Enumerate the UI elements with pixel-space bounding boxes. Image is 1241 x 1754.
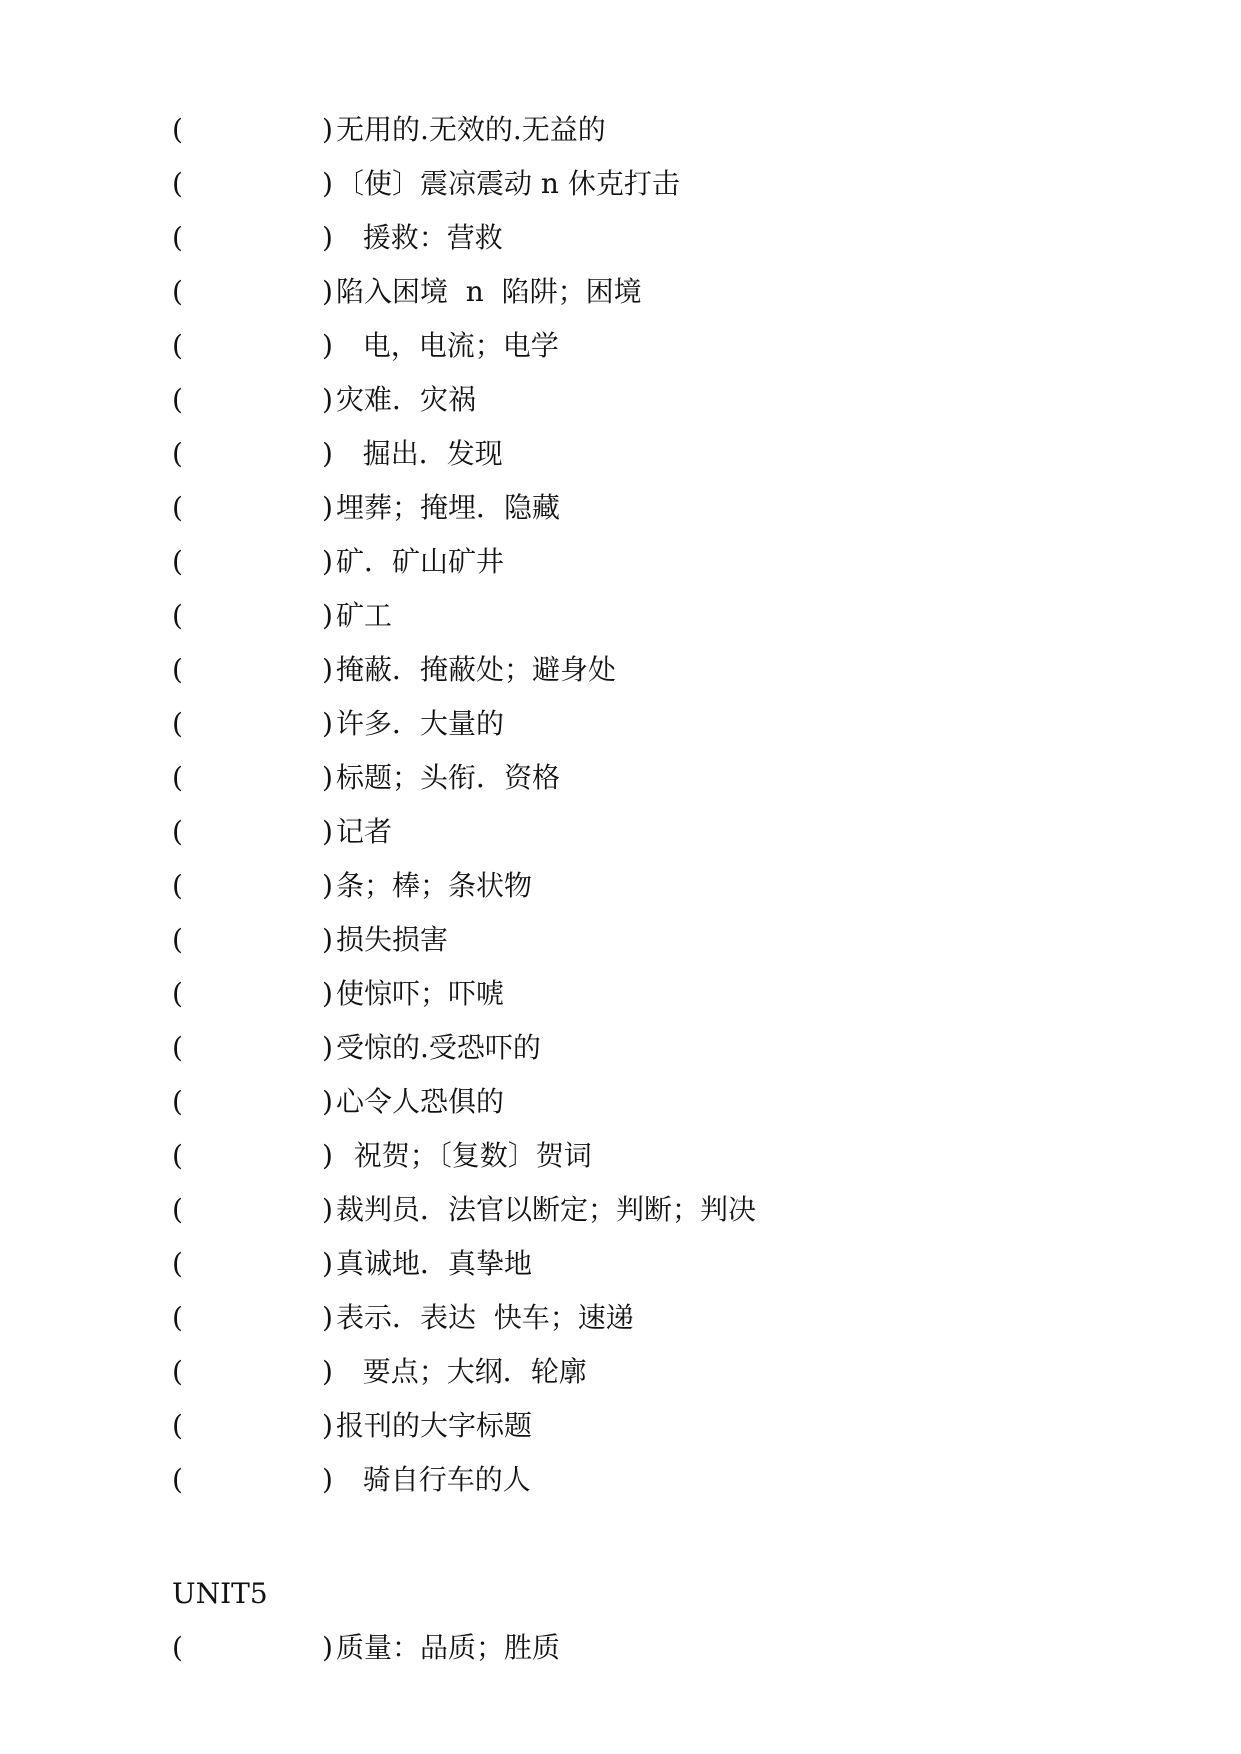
open-paren: ( [172, 1409, 183, 1442]
vocabulary-row [172, 1080, 1072, 1134]
vocabulary-row [172, 702, 1072, 756]
close-paren: ) [322, 221, 333, 254]
open-paren: ( [172, 545, 183, 578]
vocabulary-row [172, 378, 1072, 432]
close-paren: ) [322, 977, 333, 1010]
open-paren: ( [172, 221, 183, 254]
open-paren: ( [172, 167, 183, 200]
chinese-definition: 许多．大量的 [336, 707, 505, 740]
close-paren: ) [322, 761, 333, 794]
close-paren: ) [322, 1631, 333, 1664]
vocabulary-row [172, 864, 1072, 918]
open-paren: ( [172, 329, 183, 362]
close-paren: ) [322, 275, 333, 308]
close-paren: ) [322, 113, 333, 146]
chinese-definition: 陷入困境 n 陷阱；困境 [336, 275, 642, 308]
vocabulary-row [172, 1458, 1072, 1512]
chinese-definition: 心令人恐俱的 [336, 1085, 505, 1118]
open-paren: ( [172, 815, 183, 848]
vocabulary-row [172, 810, 1072, 864]
close-paren: ) [322, 653, 333, 686]
chinese-definition: 骑自行车的人 [336, 1463, 531, 1496]
chinese-definition: 损失损害 [336, 923, 449, 956]
vocabulary-row [172, 162, 1072, 216]
open-paren: ( [172, 383, 183, 416]
vocabulary-row [172, 1134, 1072, 1188]
open-paren: ( [172, 1631, 183, 1664]
open-paren: ( [172, 113, 183, 146]
open-paren: ( [172, 599, 183, 632]
open-paren: ( [172, 491, 183, 524]
chinese-definition: 受惊的.受恐吓的 [336, 1031, 541, 1064]
vocabulary-row [172, 1404, 1072, 1458]
chinese-definition: 条；棒；条状物 [336, 869, 533, 902]
vocabulary-row [172, 1188, 1072, 1242]
close-paren: ) [322, 815, 333, 848]
vocabulary-row [172, 1626, 1072, 1680]
vocabulary-row [172, 486, 1072, 540]
open-paren: ( [172, 977, 183, 1010]
close-paren: ) [322, 599, 333, 632]
chinese-definition: 掘出．发现 [336, 437, 503, 470]
vocabulary-row [172, 756, 1072, 810]
open-paren: ( [172, 1193, 183, 1226]
chinese-definition: 报刊的大字标题 [336, 1409, 533, 1442]
close-paren: ) [322, 329, 333, 362]
open-paren: ( [172, 1355, 183, 1388]
close-paren: ) [322, 1247, 333, 1280]
close-paren: ) [322, 707, 333, 740]
unit-heading: UNIT5 [172, 1577, 268, 1610]
close-paren: ) [322, 1301, 333, 1334]
vocabulary-row [172, 108, 1072, 162]
vocabulary-row [172, 540, 1072, 594]
close-paren: ) [322, 1085, 333, 1118]
chinese-definition: 标题；头衔．资格 [336, 761, 561, 794]
vocabulary-row [172, 216, 1072, 270]
vocabulary-row [172, 648, 1072, 702]
open-paren: ( [172, 1139, 183, 1172]
vocabulary-list [172, 108, 1072, 1512]
chinese-definition: 祝贺；〔复数〕贺词 [336, 1139, 592, 1172]
chinese-definition: 矿工 [336, 599, 393, 632]
vocabulary-row [172, 270, 1072, 324]
close-paren: ) [322, 167, 333, 200]
close-paren: ) [322, 1193, 333, 1226]
open-paren: ( [172, 437, 183, 470]
open-paren: ( [172, 275, 183, 308]
chinese-definition: 灾难．灾祸 [336, 383, 477, 416]
chinese-definition: 电，电流；电学 [336, 329, 559, 362]
chinese-definition: 使惊吓；吓唬 [336, 977, 505, 1010]
close-paren: ) [322, 383, 333, 416]
open-paren: ( [172, 1247, 183, 1280]
vocabulary-row [172, 594, 1072, 648]
open-paren: ( [172, 761, 183, 794]
chinese-definition: 援救：营救 [336, 221, 503, 254]
chinese-definition: 无用的.无效的.无益的 [336, 113, 606, 146]
chinese-definition: 质量：品质；胜质 [336, 1631, 561, 1664]
chinese-definition: 掩蔽．掩蔽处；避身处 [336, 653, 617, 686]
close-paren: ) [322, 1031, 333, 1064]
close-paren: ) [322, 1355, 333, 1388]
close-paren: ) [322, 437, 333, 470]
chinese-definition: 〔使〕震凉震动 n 休克打击 [336, 167, 680, 200]
close-paren: ) [322, 491, 333, 524]
vocabulary-row [172, 918, 1072, 972]
open-paren: ( [172, 1085, 183, 1118]
chinese-definition: 埋葬；掩埋．隐藏 [336, 491, 561, 524]
vocabulary-row [172, 1350, 1072, 1404]
vocabulary-row [172, 972, 1072, 1026]
close-paren: ) [322, 545, 333, 578]
open-paren: ( [172, 923, 183, 956]
chinese-definition: 记者 [336, 815, 393, 848]
close-paren: ) [322, 1409, 333, 1442]
vocabulary-list-unit5 [172, 1626, 1072, 1680]
open-paren: ( [172, 869, 183, 902]
chinese-definition: 裁判员．法官以断定；判断；判决 [336, 1193, 757, 1226]
chinese-definition: 表示．表达 快车；速递 [336, 1301, 634, 1334]
chinese-definition: 要点；大纲．轮廓 [336, 1355, 587, 1388]
close-paren: ) [322, 869, 333, 902]
vocabulary-row [172, 1242, 1072, 1296]
vocabulary-row [172, 324, 1072, 378]
open-paren: ( [172, 1031, 183, 1064]
close-paren: ) [322, 1463, 333, 1496]
close-paren: ) [322, 923, 333, 956]
open-paren: ( [172, 1301, 183, 1334]
chinese-definition: 真诚地．真挚地 [336, 1247, 533, 1280]
chinese-definition: 矿．矿山矿井 [336, 545, 505, 578]
close-paren: ) [322, 1139, 333, 1172]
open-paren: ( [172, 1463, 183, 1496]
vocabulary-row [172, 1296, 1072, 1350]
open-paren: ( [172, 707, 183, 740]
vocabulary-row [172, 432, 1072, 486]
open-paren: ( [172, 653, 183, 686]
vocabulary-row [172, 1026, 1072, 1080]
